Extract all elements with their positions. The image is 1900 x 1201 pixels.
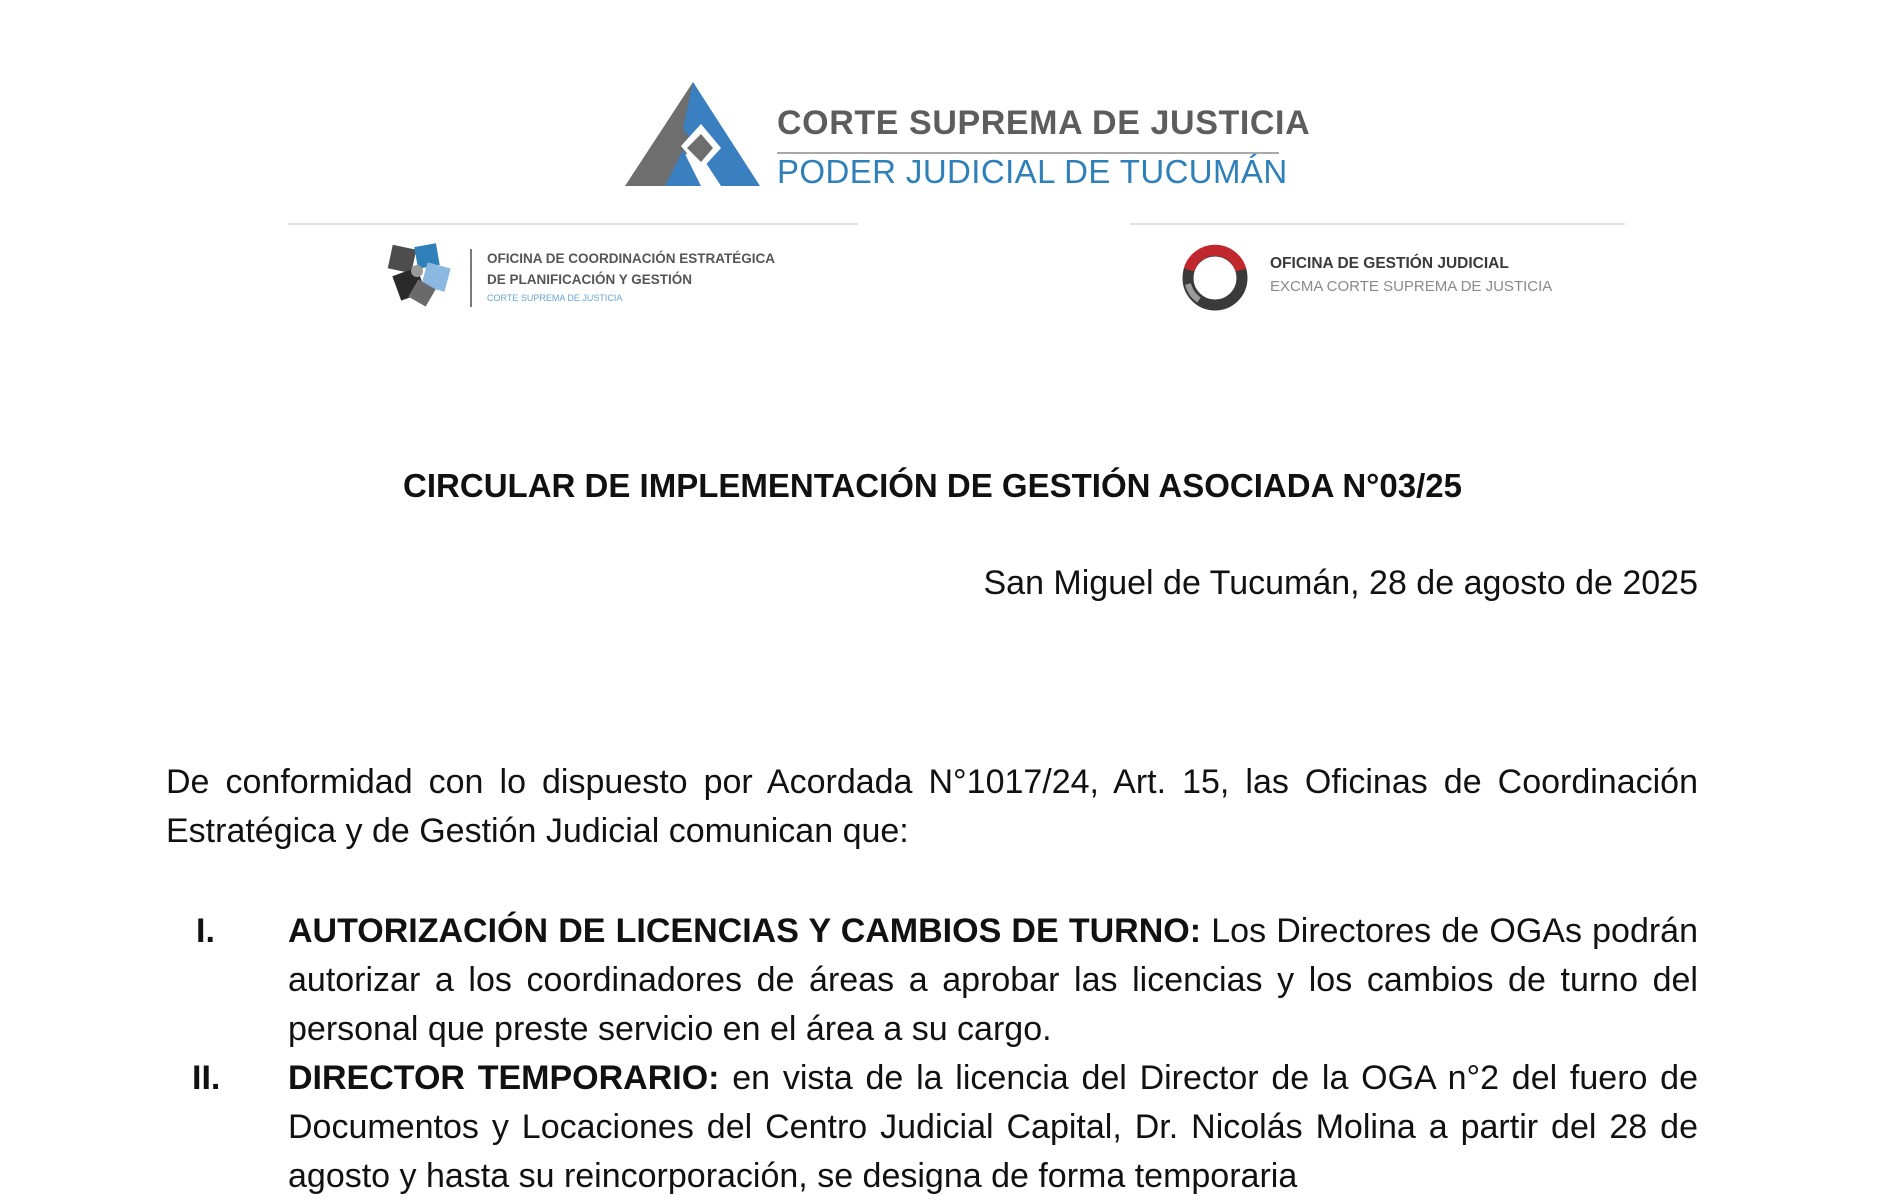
document-title: CIRCULAR DE IMPLEMENTACIÓN DE GESTIÓN ASOCIADA N°03/25 (403, 467, 1462, 504)
coordinacion-estrategica-logo (382, 243, 852, 311)
item-text: Los Directores de OGAs podrán autorizar a los coordinadores de áreas a aprobar las licencias y los cambios de turno del personal que preste servicio en el área a su cargo. (288, 912, 1699, 1048)
item-body (288, 1054, 1698, 1201)
office-name-line-3: CORTE SUPREMA DE JUSTICIA (487, 293, 623, 303)
document-date: San Miguel de Tucumán, 28 de agosto de 2025 (983, 564, 1698, 602)
office-name-line-2: DE PLANIFICACIÓN Y GESTIÓN (487, 272, 693, 287)
list-item (166, 1054, 1698, 1201)
item-heading: AUTORIZACIÓN DE LICENCIAS Y CAMBIOS DE TURNO: (288, 912, 1202, 950)
office-name-line-1: OFICINA DE GESTIÓN JUDICIAL (1270, 255, 1509, 272)
corte-suprema-emblem-icon (625, 78, 760, 190)
logo-line-2: PODER JUDICIAL DE TUCUMÁN (777, 153, 1288, 190)
puzzle-logo-icon (382, 243, 456, 311)
item-body (288, 907, 1698, 1054)
item-number: I. (196, 912, 215, 950)
header-rule-right (1130, 223, 1625, 225)
corte-suprema-logo (625, 78, 1311, 193)
ring-logo-icon (1175, 240, 1255, 316)
item-text: en vista de la licencia del Director de la OGA n°2 del fuero de Documentos y Locaciones del Centro Judicial Capital, Dr. Nicolás Molina a partir del 28 de agosto y hasta su reincorporación, se designa de forma temporaria (288, 1059, 1698, 1195)
item-number: II. (192, 1059, 221, 1097)
intro-paragraph: De conformidad con lo dispuesto por Acordada N°1017/24, Art. 15, las Oficinas de Coordinación Estratégica y de Gestión Judicial comunican que: (166, 763, 1698, 850)
gestion-judicial-logo (1175, 240, 1595, 315)
item-heading: DIRECTOR TEMPORARIO: (288, 1059, 720, 1097)
office-name-line-2: EXCMA CORTE SUPREMA DE JUSTICIA (1270, 278, 1553, 295)
list-item (166, 907, 1698, 1054)
logo-separator (470, 249, 472, 307)
office-name-line-1: OFICINA DE COORDINACIÓN ESTRATÉGICA (487, 251, 776, 266)
header-rule-left (288, 223, 858, 225)
logo-line-1: CORTE SUPREMA DE JUSTICIA (777, 104, 1311, 142)
